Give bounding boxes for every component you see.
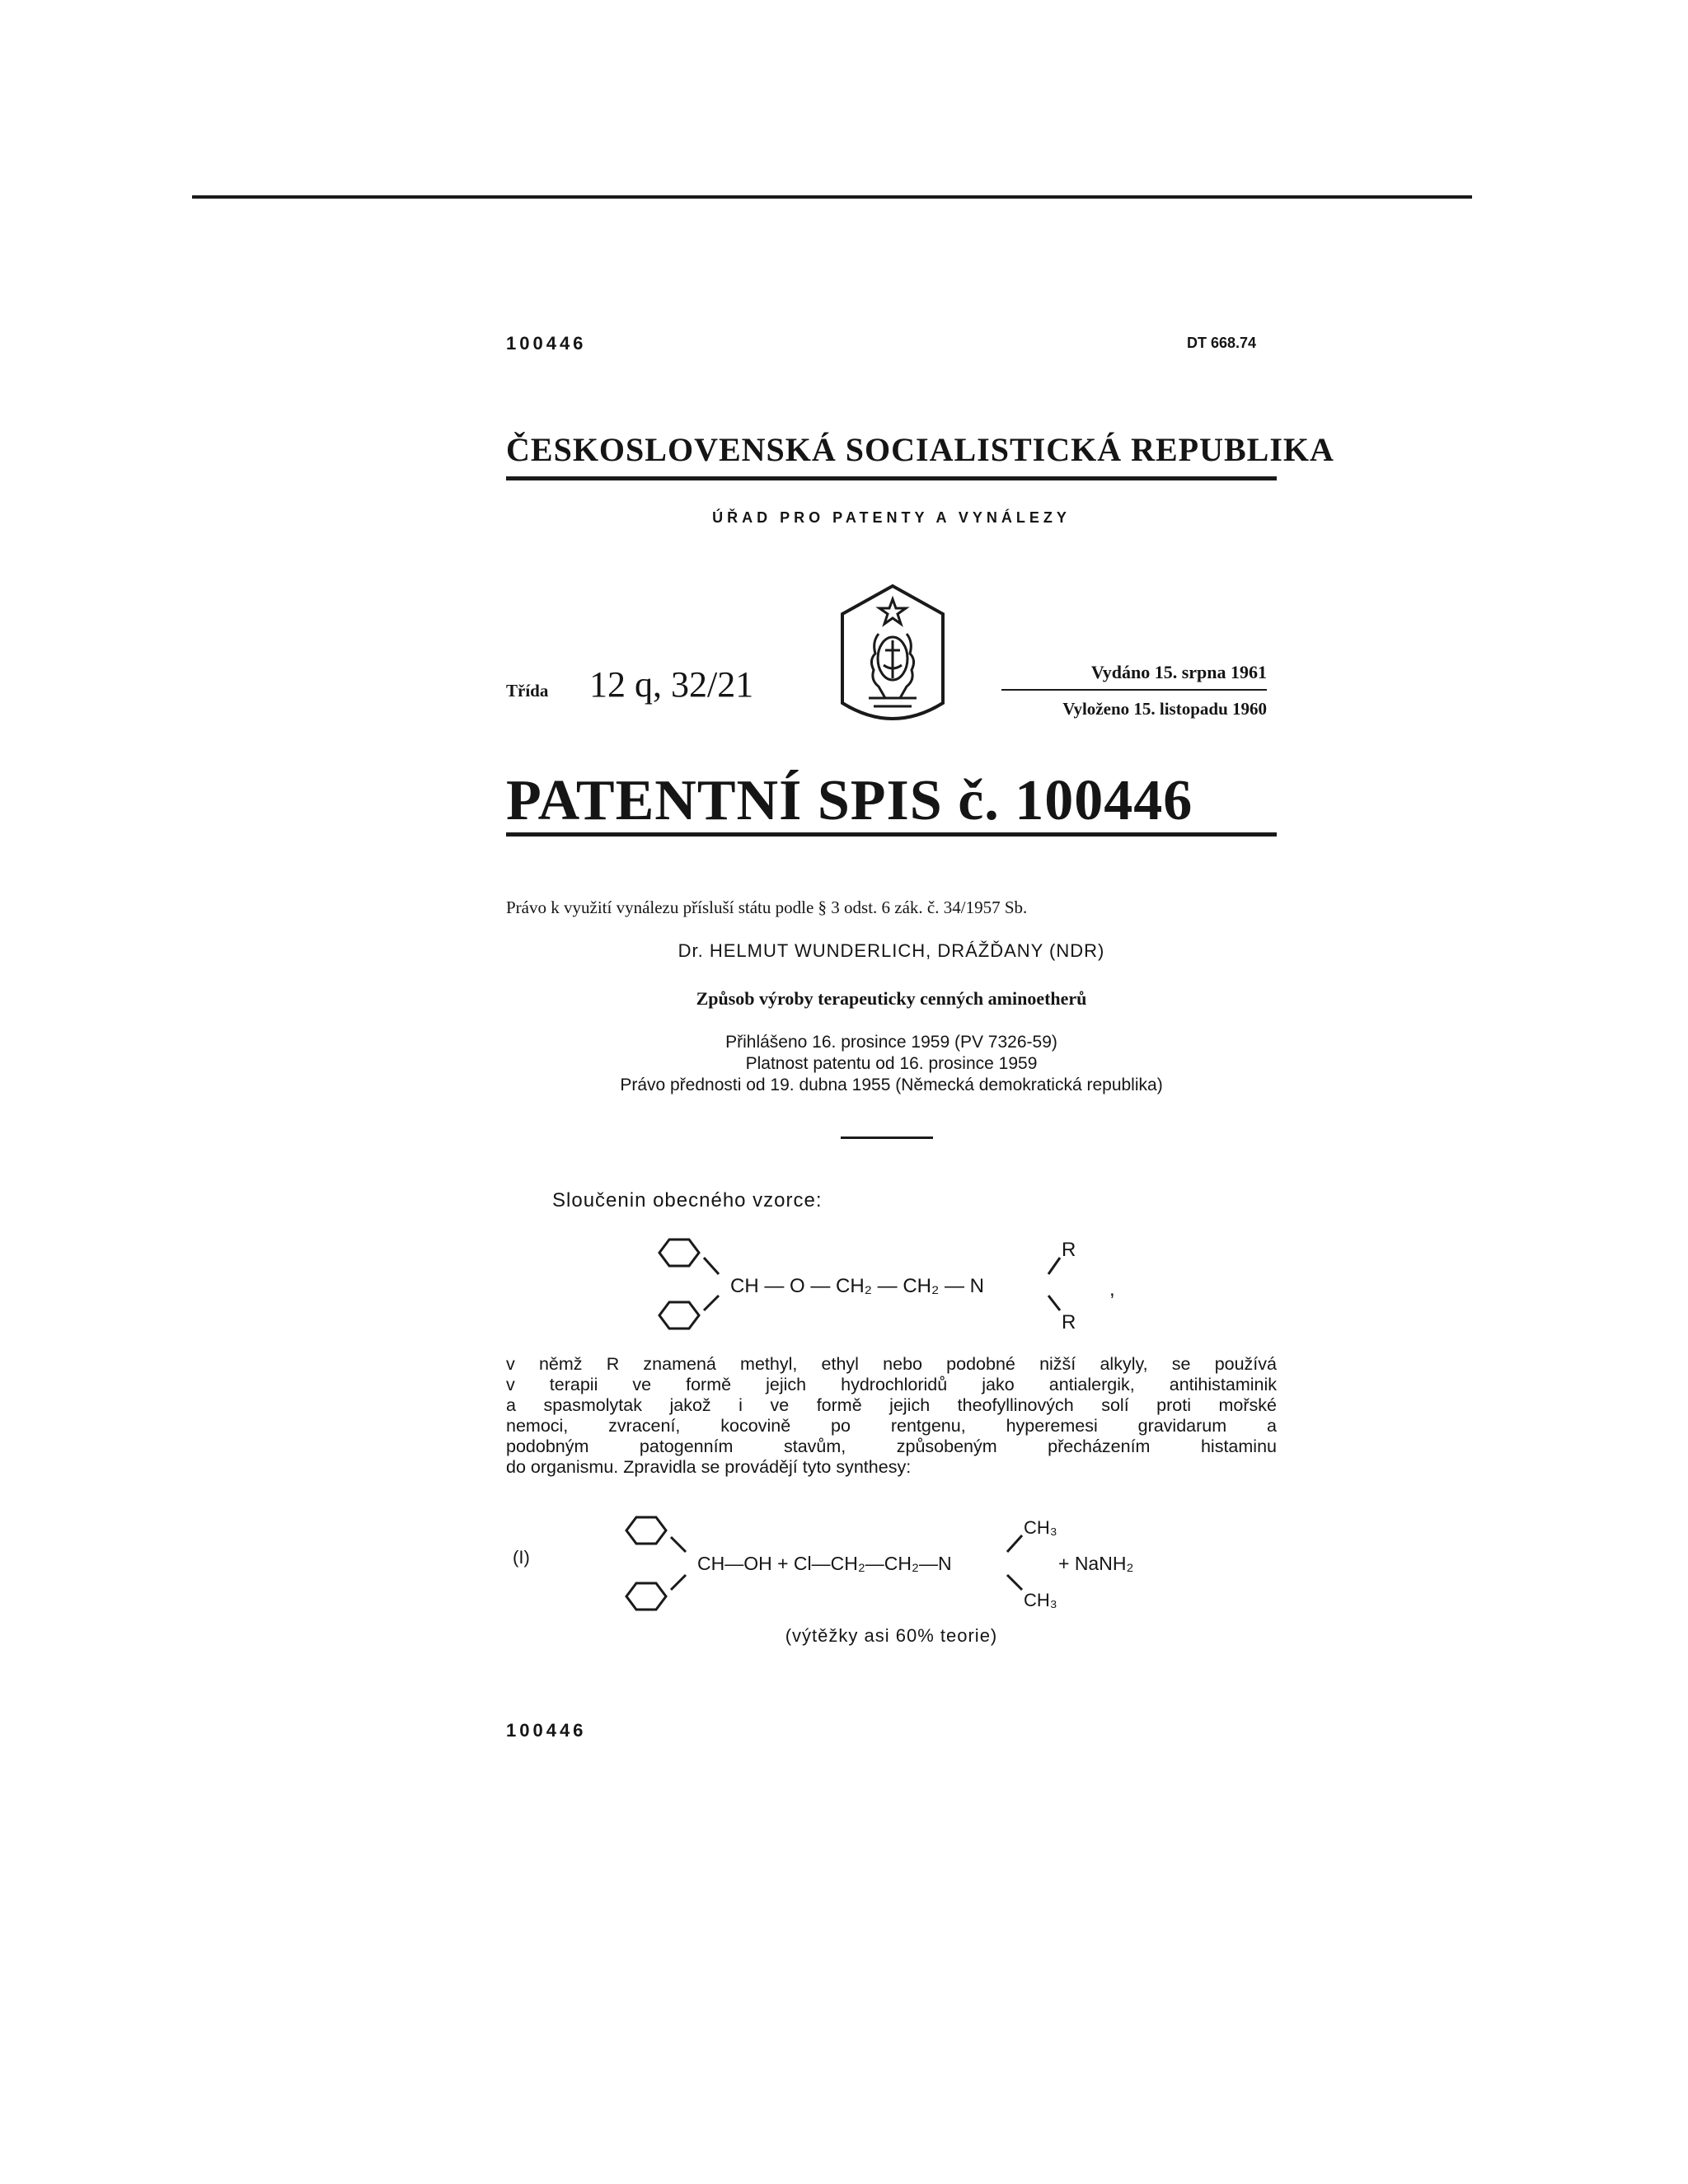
paragraph-line: do organismu. Zpravidla se provádějí tyto synthesy: xyxy=(506,1457,912,1477)
yield-note: (výtěžky asi 60% teorie) xyxy=(785,1625,998,1646)
laid-open-date: Vyloženo 15. listopadu 1960 xyxy=(1062,699,1267,719)
validity-date: Platnost patentu od 16. prosince 1959 xyxy=(745,1054,1038,1073)
paragraph-line: a spasmolytak jakož i ve formě jejich theofyllinových solí proti mořské xyxy=(506,1395,1277,1415)
reaction-scheme xyxy=(610,1504,1187,1619)
office-heading: ÚŘAD PRO PATENTY A VYNÁLEZY xyxy=(712,509,1071,526)
issued-date: Vydáno 15. srpna 1961 xyxy=(1090,662,1267,682)
header-dt-code: DT 668.74 xyxy=(1187,335,1257,351)
footer-document-number: 100446 xyxy=(506,1720,587,1741)
paragraph-line: nemoci, zvracení, kocovině po rentgenu, hyperemesi gravidarum a xyxy=(506,1416,1277,1436)
header-document-number: 100446 xyxy=(506,333,587,354)
invention-title: Způsob výroby terapeuticky cenných aminoetherů xyxy=(696,988,1087,1009)
patent-title: PATENTNÍ SPIS č. 100446 xyxy=(506,769,1193,832)
inventor-line: Dr. HELMUT WUNDERLICH, DRÁŽĎANY (NDR) xyxy=(678,940,1105,961)
reaction-reagent: + NaNH₂ xyxy=(1058,1553,1134,1574)
rights-line: Právo k využití vynálezu přísluší státu podle § 3 odst. 6 zák. č. 34/1957 Sb. xyxy=(506,898,1028,917)
formula-r-top: R xyxy=(1062,1239,1076,1261)
section-divider xyxy=(841,1137,933,1139)
filing-date: Přihlášeno 16. prosince 1959 (PV 7326-59) xyxy=(725,1033,1057,1052)
title-underline xyxy=(506,832,1277,837)
formula-chain: CH — O — CH₂ — CH₂ — N xyxy=(730,1275,984,1297)
paragraph-line: podobným patogenním stavům, způsobeným přecházením histaminu xyxy=(506,1436,1277,1456)
general-formula xyxy=(643,1228,1154,1343)
reaction-label: (I) xyxy=(513,1547,530,1568)
paragraph-line: v terapii ve formě jejich hydrochloridů jako antialergik, antihistaminik xyxy=(506,1375,1277,1394)
reaction-left: CH—OH + Cl—CH₂—CH₂—N xyxy=(697,1553,952,1574)
classification-label: Třída xyxy=(506,681,549,701)
classification-value: 12 q, 32/21 xyxy=(589,664,754,705)
formula-r-bottom: R xyxy=(1062,1311,1076,1333)
formula-comma: , xyxy=(1109,1278,1115,1301)
reaction-ch3-bottom: CH₃ xyxy=(1024,1590,1057,1610)
republic-heading: ČESKOSLOVENSKÁ SOCIALISTICKÁ REPUBLIKA xyxy=(506,431,1334,468)
dates-divider xyxy=(1001,689,1267,691)
paragraph-line: v němž R znamená methyl, ethyl nebo podobné nižší alkyly, se používá xyxy=(506,1354,1277,1374)
priority-date: Právo přednosti od 19. dubna 1955 (Německá demokratická republika) xyxy=(620,1076,1163,1094)
top-page-rule xyxy=(192,195,1472,199)
formula-intro: Sloučenin obecného vzorce: xyxy=(552,1189,823,1212)
state-emblem-icon xyxy=(836,583,950,731)
republic-underline xyxy=(506,476,1277,480)
reaction-ch3-top: CH₃ xyxy=(1024,1517,1057,1538)
description-paragraph xyxy=(506,1354,1277,1478)
